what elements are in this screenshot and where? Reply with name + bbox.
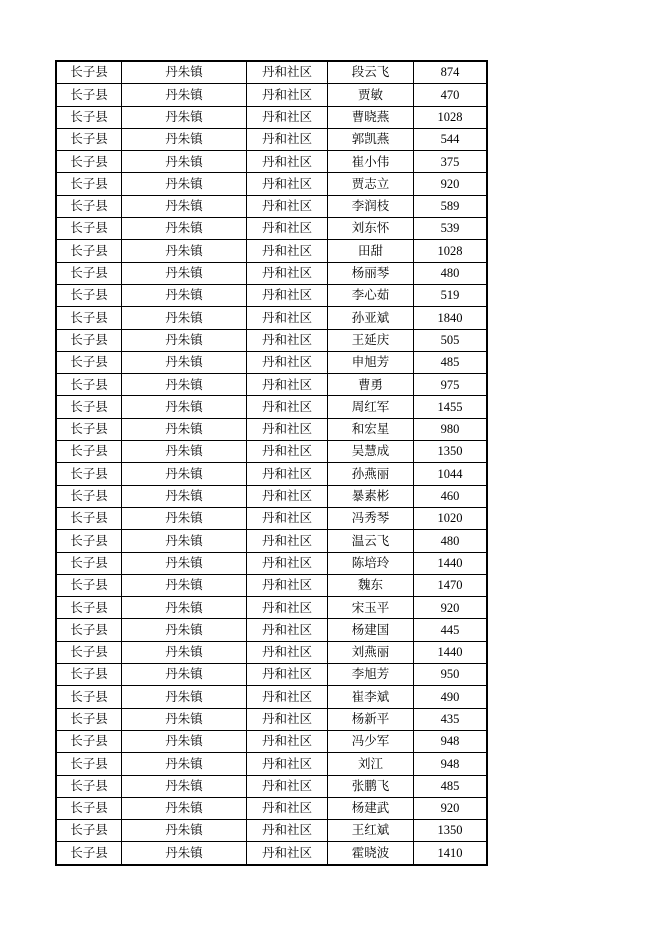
county-cell: 长子县 bbox=[56, 284, 122, 306]
name-cell: 郭凯燕 bbox=[328, 128, 414, 150]
name-cell: 霍晓波 bbox=[328, 842, 414, 865]
community-cell: 丹和社区 bbox=[247, 574, 328, 596]
name-cell: 刘东怀 bbox=[328, 218, 414, 240]
table-row bbox=[56, 619, 487, 641]
town-cell: 丹朱镇 bbox=[122, 418, 247, 440]
town-cell: 丹朱镇 bbox=[122, 284, 247, 306]
data-table bbox=[55, 60, 488, 866]
county-cell: 长子县 bbox=[56, 597, 122, 619]
county-cell: 长子县 bbox=[56, 396, 122, 418]
amount-cell: 589 bbox=[414, 195, 488, 217]
table-row bbox=[56, 61, 487, 84]
town-cell: 丹朱镇 bbox=[122, 686, 247, 708]
community-cell: 丹和社区 bbox=[247, 552, 328, 574]
community-cell: 丹和社区 bbox=[247, 708, 328, 730]
name-cell: 刘江 bbox=[328, 753, 414, 775]
town-cell: 丹朱镇 bbox=[122, 775, 247, 797]
town-cell: 丹朱镇 bbox=[122, 641, 247, 663]
amount-cell: 1044 bbox=[414, 463, 488, 485]
town-cell: 丹朱镇 bbox=[122, 396, 247, 418]
amount-cell: 920 bbox=[414, 797, 488, 819]
table-row bbox=[56, 797, 487, 819]
community-cell: 丹和社区 bbox=[247, 195, 328, 217]
community-cell: 丹和社区 bbox=[247, 507, 328, 529]
community-cell: 丹和社区 bbox=[247, 396, 328, 418]
community-cell: 丹和社区 bbox=[247, 128, 328, 150]
community-cell: 丹和社区 bbox=[247, 641, 328, 663]
county-cell: 长子县 bbox=[56, 730, 122, 752]
name-cell: 曹勇 bbox=[328, 374, 414, 396]
amount-cell: 485 bbox=[414, 351, 488, 373]
town-cell: 丹朱镇 bbox=[122, 485, 247, 507]
county-cell: 长子县 bbox=[56, 173, 122, 195]
table-body bbox=[56, 61, 487, 865]
community-cell: 丹和社区 bbox=[247, 151, 328, 173]
amount-cell: 1840 bbox=[414, 307, 488, 329]
table-row bbox=[56, 240, 487, 262]
table-row bbox=[56, 463, 487, 485]
name-cell: 魏东 bbox=[328, 574, 414, 596]
table-row bbox=[56, 441, 487, 463]
table-row bbox=[56, 552, 487, 574]
amount-cell: 445 bbox=[414, 619, 488, 641]
name-cell: 李润枝 bbox=[328, 195, 414, 217]
name-cell: 张鹏飞 bbox=[328, 775, 414, 797]
amount-cell: 948 bbox=[414, 753, 488, 775]
community-cell: 丹和社区 bbox=[247, 262, 328, 284]
county-cell: 长子县 bbox=[56, 664, 122, 686]
town-cell: 丹朱镇 bbox=[122, 195, 247, 217]
name-cell: 宋玉平 bbox=[328, 597, 414, 619]
amount-cell: 1350 bbox=[414, 441, 488, 463]
town-cell: 丹朱镇 bbox=[122, 307, 247, 329]
town-cell: 丹朱镇 bbox=[122, 351, 247, 373]
name-cell: 李旭芳 bbox=[328, 664, 414, 686]
community-cell: 丹和社区 bbox=[247, 218, 328, 240]
amount-cell: 480 bbox=[414, 262, 488, 284]
amount-cell: 1440 bbox=[414, 641, 488, 663]
county-cell: 长子县 bbox=[56, 530, 122, 552]
county-cell: 长子县 bbox=[56, 218, 122, 240]
name-cell: 冯少军 bbox=[328, 730, 414, 752]
amount-cell: 874 bbox=[414, 61, 488, 84]
amount-cell: 1455 bbox=[414, 396, 488, 418]
name-cell: 王延庆 bbox=[328, 329, 414, 351]
town-cell: 丹朱镇 bbox=[122, 619, 247, 641]
town-cell: 丹朱镇 bbox=[122, 262, 247, 284]
town-cell: 丹朱镇 bbox=[122, 463, 247, 485]
community-cell: 丹和社区 bbox=[247, 106, 328, 128]
town-cell: 丹朱镇 bbox=[122, 173, 247, 195]
name-cell: 孙亚斌 bbox=[328, 307, 414, 329]
county-cell: 长子县 bbox=[56, 151, 122, 173]
table-row bbox=[56, 842, 487, 865]
county-cell: 长子县 bbox=[56, 307, 122, 329]
name-cell: 田甜 bbox=[328, 240, 414, 262]
table-row bbox=[56, 530, 487, 552]
community-cell: 丹和社区 bbox=[247, 753, 328, 775]
town-cell: 丹朱镇 bbox=[122, 329, 247, 351]
county-cell: 长子县 bbox=[56, 507, 122, 529]
name-cell: 崔小伟 bbox=[328, 151, 414, 173]
community-cell: 丹和社区 bbox=[247, 619, 328, 641]
community-cell: 丹和社区 bbox=[247, 686, 328, 708]
county-cell: 长子县 bbox=[56, 195, 122, 217]
name-cell: 贾敏 bbox=[328, 84, 414, 106]
town-cell: 丹朱镇 bbox=[122, 730, 247, 752]
town-cell: 丹朱镇 bbox=[122, 240, 247, 262]
amount-cell: 375 bbox=[414, 151, 488, 173]
table-row bbox=[56, 574, 487, 596]
county-cell: 长子县 bbox=[56, 775, 122, 797]
county-cell: 长子县 bbox=[56, 329, 122, 351]
county-cell: 长子县 bbox=[56, 128, 122, 150]
name-cell: 孙燕丽 bbox=[328, 463, 414, 485]
amount-cell: 490 bbox=[414, 686, 488, 708]
amount-cell: 1350 bbox=[414, 820, 488, 842]
town-cell: 丹朱镇 bbox=[122, 530, 247, 552]
amount-cell: 519 bbox=[414, 284, 488, 306]
table-row bbox=[56, 775, 487, 797]
table-row bbox=[56, 664, 487, 686]
town-cell: 丹朱镇 bbox=[122, 128, 247, 150]
town-cell: 丹朱镇 bbox=[122, 797, 247, 819]
community-cell: 丹和社区 bbox=[247, 351, 328, 373]
town-cell: 丹朱镇 bbox=[122, 151, 247, 173]
town-cell: 丹朱镇 bbox=[122, 441, 247, 463]
table-row bbox=[56, 753, 487, 775]
county-cell: 长子县 bbox=[56, 84, 122, 106]
community-cell: 丹和社区 bbox=[247, 329, 328, 351]
table-row bbox=[56, 820, 487, 842]
county-cell: 长子县 bbox=[56, 842, 122, 865]
table-row bbox=[56, 151, 487, 173]
county-cell: 长子县 bbox=[56, 797, 122, 819]
name-cell: 崔李斌 bbox=[328, 686, 414, 708]
town-cell: 丹朱镇 bbox=[122, 507, 247, 529]
amount-cell: 1470 bbox=[414, 574, 488, 596]
name-cell: 贾志立 bbox=[328, 173, 414, 195]
county-cell: 长子县 bbox=[56, 820, 122, 842]
name-cell: 杨丽琴 bbox=[328, 262, 414, 284]
name-cell: 和宏星 bbox=[328, 418, 414, 440]
town-cell: 丹朱镇 bbox=[122, 552, 247, 574]
town-cell: 丹朱镇 bbox=[122, 106, 247, 128]
county-cell: 长子县 bbox=[56, 418, 122, 440]
amount-cell: 480 bbox=[414, 530, 488, 552]
community-cell: 丹和社区 bbox=[247, 284, 328, 306]
community-cell: 丹和社区 bbox=[247, 820, 328, 842]
amount-cell: 950 bbox=[414, 664, 488, 686]
name-cell: 温云飞 bbox=[328, 530, 414, 552]
name-cell: 曹晓燕 bbox=[328, 106, 414, 128]
community-cell: 丹和社区 bbox=[247, 307, 328, 329]
amount-cell: 539 bbox=[414, 218, 488, 240]
community-cell: 丹和社区 bbox=[247, 530, 328, 552]
community-cell: 丹和社区 bbox=[247, 485, 328, 507]
name-cell: 申旭芳 bbox=[328, 351, 414, 373]
county-cell: 长子县 bbox=[56, 708, 122, 730]
community-cell: 丹和社区 bbox=[247, 597, 328, 619]
amount-cell: 505 bbox=[414, 329, 488, 351]
table-row bbox=[56, 730, 487, 752]
amount-cell: 1028 bbox=[414, 106, 488, 128]
amount-cell: 460 bbox=[414, 485, 488, 507]
town-cell: 丹朱镇 bbox=[122, 374, 247, 396]
table-row bbox=[56, 262, 487, 284]
community-cell: 丹和社区 bbox=[247, 664, 328, 686]
county-cell: 长子县 bbox=[56, 619, 122, 641]
table-row bbox=[56, 351, 487, 373]
amount-cell: 1410 bbox=[414, 842, 488, 865]
community-cell: 丹和社区 bbox=[247, 173, 328, 195]
amount-cell: 485 bbox=[414, 775, 488, 797]
amount-cell: 980 bbox=[414, 418, 488, 440]
amount-cell: 948 bbox=[414, 730, 488, 752]
table-row bbox=[56, 195, 487, 217]
name-cell: 段云飞 bbox=[328, 61, 414, 84]
amount-cell: 920 bbox=[414, 173, 488, 195]
table-row bbox=[56, 128, 487, 150]
table-row bbox=[56, 597, 487, 619]
county-cell: 长子县 bbox=[56, 641, 122, 663]
table-row bbox=[56, 173, 487, 195]
community-cell: 丹和社区 bbox=[247, 842, 328, 865]
name-cell: 杨建国 bbox=[328, 619, 414, 641]
amount-cell: 435 bbox=[414, 708, 488, 730]
county-cell: 长子县 bbox=[56, 240, 122, 262]
table-row bbox=[56, 374, 487, 396]
name-cell: 杨建武 bbox=[328, 797, 414, 819]
county-cell: 长子县 bbox=[56, 552, 122, 574]
county-cell: 长子县 bbox=[56, 61, 122, 84]
table-row bbox=[56, 329, 487, 351]
town-cell: 丹朱镇 bbox=[122, 61, 247, 84]
amount-cell: 1020 bbox=[414, 507, 488, 529]
table-row bbox=[56, 307, 487, 329]
table-row bbox=[56, 641, 487, 663]
county-cell: 长子县 bbox=[56, 686, 122, 708]
town-cell: 丹朱镇 bbox=[122, 820, 247, 842]
table-row bbox=[56, 84, 487, 106]
town-cell: 丹朱镇 bbox=[122, 597, 247, 619]
community-cell: 丹和社区 bbox=[247, 418, 328, 440]
table-row bbox=[56, 485, 487, 507]
county-cell: 长子县 bbox=[56, 262, 122, 284]
amount-cell: 470 bbox=[414, 84, 488, 106]
name-cell: 刘燕丽 bbox=[328, 641, 414, 663]
name-cell: 冯秀琴 bbox=[328, 507, 414, 529]
community-cell: 丹和社区 bbox=[247, 240, 328, 262]
town-cell: 丹朱镇 bbox=[122, 574, 247, 596]
community-cell: 丹和社区 bbox=[247, 374, 328, 396]
county-cell: 长子县 bbox=[56, 463, 122, 485]
county-cell: 长子县 bbox=[56, 351, 122, 373]
county-cell: 长子县 bbox=[56, 485, 122, 507]
community-cell: 丹和社区 bbox=[247, 61, 328, 84]
table-row bbox=[56, 284, 487, 306]
community-cell: 丹和社区 bbox=[247, 797, 328, 819]
name-cell: 王红斌 bbox=[328, 820, 414, 842]
community-cell: 丹和社区 bbox=[247, 463, 328, 485]
name-cell: 吴慧成 bbox=[328, 441, 414, 463]
table-row bbox=[56, 686, 487, 708]
table-row bbox=[56, 708, 487, 730]
amount-cell: 920 bbox=[414, 597, 488, 619]
community-cell: 丹和社区 bbox=[247, 84, 328, 106]
table-row bbox=[56, 418, 487, 440]
county-cell: 长子县 bbox=[56, 574, 122, 596]
town-cell: 丹朱镇 bbox=[122, 708, 247, 730]
town-cell: 丹朱镇 bbox=[122, 84, 247, 106]
name-cell: 周红军 bbox=[328, 396, 414, 418]
county-cell: 长子县 bbox=[56, 106, 122, 128]
table-row bbox=[56, 396, 487, 418]
name-cell: 陈培玲 bbox=[328, 552, 414, 574]
amount-cell: 975 bbox=[414, 374, 488, 396]
town-cell: 丹朱镇 bbox=[122, 842, 247, 865]
county-cell: 长子县 bbox=[56, 441, 122, 463]
name-cell: 杨新平 bbox=[328, 708, 414, 730]
county-cell: 长子县 bbox=[56, 374, 122, 396]
name-cell: 李心茹 bbox=[328, 284, 414, 306]
amount-cell: 544 bbox=[414, 128, 488, 150]
county-cell: 长子县 bbox=[56, 753, 122, 775]
town-cell: 丹朱镇 bbox=[122, 753, 247, 775]
community-cell: 丹和社区 bbox=[247, 441, 328, 463]
town-cell: 丹朱镇 bbox=[122, 218, 247, 240]
name-cell: 暴素彬 bbox=[328, 485, 414, 507]
town-cell: 丹朱镇 bbox=[122, 664, 247, 686]
table-row bbox=[56, 106, 487, 128]
table-row bbox=[56, 218, 487, 240]
amount-cell: 1028 bbox=[414, 240, 488, 262]
community-cell: 丹和社区 bbox=[247, 730, 328, 752]
amount-cell: 1440 bbox=[414, 552, 488, 574]
table-row bbox=[56, 507, 487, 529]
community-cell: 丹和社区 bbox=[247, 775, 328, 797]
